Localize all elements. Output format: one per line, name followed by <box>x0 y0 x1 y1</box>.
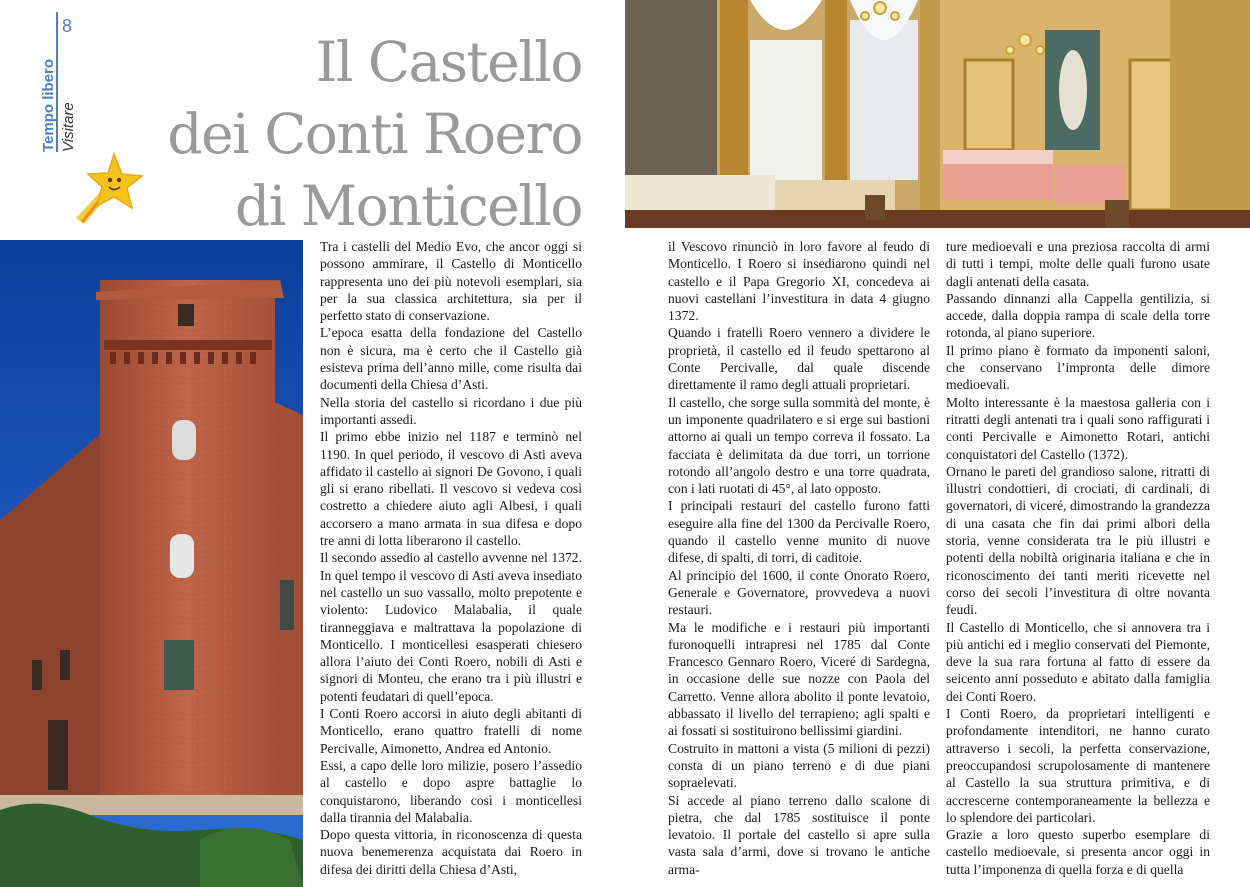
paragraph: Essi, a capo delle loro milizie, posero l’assedio al castello e dopo aspre battaglie lo conquistarono, liberando così i monticellesi dalla tirannia del Malabalia. <box>320 757 582 825</box>
paragraph: L’epoca esatta della fondazione del Castello non è sicura, ma è certo che il Castello già esisteva prima dell’anno mille, come risulta dai documenti della Chiesa d’Asti. <box>320 325 582 393</box>
paragraph: Molto interessante è la maestosa galleria con i ritratti degli antenati tra i quali sono raffigurati i conti Percivalle e Aimonetto Rotari, antichi conquistatori del Castello (1372). <box>946 394 1210 462</box>
paragraph: Grazie a loro questo superbo esemplare di castello medioevale, si presenta ancor oggi in tutta l’imponenza di quella forza e di quella <box>946 827 1210 877</box>
title-line-3: di Monticello <box>235 174 582 238</box>
text-column-3 <box>946 238 1210 878</box>
paragraph: Il primo piano è formato da imponenti saloni, che conservano l’impronta delle dimore medioevali. <box>946 342 1210 393</box>
page-number: 8 <box>62 16 73 36</box>
paragraph: Nella storia del castello si ricordano i due più importanti assedi. <box>320 394 582 427</box>
paragraph: Passando dinnanzi alla Cappella gentilizia, si accede, dalla doppia rampa di scale della torre rotonda, al piano superiore. <box>946 290 1210 341</box>
paragraph: Costruito in mattoni a vista (5 milioni di pezzi) consta di un piano terreno e di due piani sopraelevati. <box>668 740 930 791</box>
star-mascot-icon <box>72 150 146 226</box>
paragraph: I Conti Roero, da proprietari intelligenti e profondamente intenditori, ne hanno curato attraverso i secoli, la perfetta conservazione, preoccupandosi scrupolosamente di mantenere al Castello la sua struttura primitiva, e di accrescerne contemporaneamente la bellezza e lo splendore dei particolari. <box>946 706 1210 825</box>
paragraph: Al principio del 1600, il conte Onorato Roero, Generale e Governatore, provvedeva a nuovi restauri. <box>668 567 930 618</box>
paragraph: Il castello, che sorge sulla sommità del monte, è un imponente quadrilatero e si erge sui bastioni attorno ai quali un tempo correva il fossato. La facciata è delimitata da due torri, un torrione rotondo all’angolo destro e una torre quadrata, con i lati ruotati di 45°, al lato opposto. <box>668 394 930 497</box>
paragraph: Tra i castelli del Medio Evo, che ancor oggi si possono ammirare, il Castello di Monticello rappresenta uno dei più notevoli esemplari, sia per la sua classica architettura, sia per il perfetto stato di conservazione. <box>320 239 582 324</box>
section-rail <box>36 12 80 152</box>
paragraph: Dopo questa vittoria, in riconoscenza di questa nuova benemerenza acquistata dai Roero in difesa dei diritti della Chiesa d’Asti, <box>320 827 582 877</box>
title-line-2: dei Conti Roero <box>167 102 582 166</box>
paragraph: Il primo ebbe inizio nel 1187 e terminò nel 1190. In quel periodo, il vescovo di Asti aveva affidato il castello ai signori De Govono, i quali gli si erano ribellati. Il vescovo si vedeva così costretto a chiedere aiuto agli Albesi, i quali accorsero a mano armata in sua difesa e dopo tre anni di lotta liberarono il castello. <box>320 429 582 549</box>
title-line-1: Il Castello <box>315 30 582 94</box>
paragraph: il Vescovo rinunciò in loro favore al feudo di Monticello. I Roero si insediarono quindi nel castello e il Papa Gregorio XI, concedeva ai nuovi castellani l’investitura in data 4 giugno 1372. <box>668 239 930 324</box>
text-column-2 <box>668 238 930 878</box>
paragraph: ture medioevali e una preziosa raccolta di armi di tutti i tempi, molte delle quali furono usate dagli antenati della casata. <box>946 239 1210 289</box>
paragraph: Il Castello di Monticello, che si annovera tra i più antichi ed i meglio conservati del Piemonte, deve la sua rara fortuna al fatto di essere da seicento anni posseduto e abitato dalla famiglia dei Conti Roero. <box>946 619 1210 704</box>
paragraph: Quando i fratelli Roero vennero a dividere le proprietà, il castello ed il feudo spettarono al Conte Percivalle, dal quale discende direttamente il ramo degli attuali proprietari. <box>668 325 930 393</box>
section-label: Tempo libero <box>40 58 57 152</box>
article-title <box>150 26 582 242</box>
paragraph: I principali restauri del castello furono fatti eseguire alla fine del 1300 da Percivalle Roero, quando il castello venne munito di nuove difese, di spalti, di torri, di caditoie. <box>668 498 930 566</box>
paragraph: Si accede al piano terreno dallo scalone di pietra, che dal 1785 sostituisce il ponte levatoio. Il portale del castello si apre sulla vasta sala d’armi, dove si trovano le antiche arma- <box>668 792 930 877</box>
paragraph: I Conti Roero accorsi in aiuto degli abitanti di Monticello, erano quattro fratelli di nome Percivalle, Aimonetto, Andrea ed Antonio. <box>320 706 582 756</box>
hall-photo <box>625 0 1250 228</box>
castle-photo <box>0 240 303 887</box>
paragraph: Il secondo assedio al castello avvenne nel 1372. In quel tempo il vescovo di Asti aveva insediato nel castello un suo vassallo, molto prepotente e violento: Ludovico Malabalia, il quale tiranneggiava e maltrattava la popolazione di Monticello. I monticellesi esasperati chiesero allora l’aiuto dei Conti Roero, nobili di Asti e signori di Monteu, che erano tra i più illustri e potenti feudatari di quell’epoca. <box>320 550 582 704</box>
paragraph: Ma le modifiche e i restauri più importanti furonoquelli intrapresi nel 1785 dal Conte Francesco Gennaro Roero, Viceré di Sardegna, in occasione delle sue nozze con Paola del Carretto. Venne allora abolito il ponte levatoio, abbassato il livello del terrapieno; agli spalti e ai fossati si sostituirono bellissimi giardini. <box>668 619 930 739</box>
text-column-1 <box>320 238 582 878</box>
subsection-label: Visitare <box>60 102 77 152</box>
paragraph: Ornano le pareti del grandioso salone, ritratti di illustri condottieri, di crociati, di cardinali, di governatori, di viceré, dimostrando la grandezza di una casata che fin dai primi albori della storia, venne considerata tra le più illustri e potenti della nobiltà originaria italiana e che in riconoscimento dei tanti meriti ricevette nel corso dei secoli l’investitura di oltre novanta feudi. <box>946 463 1210 618</box>
